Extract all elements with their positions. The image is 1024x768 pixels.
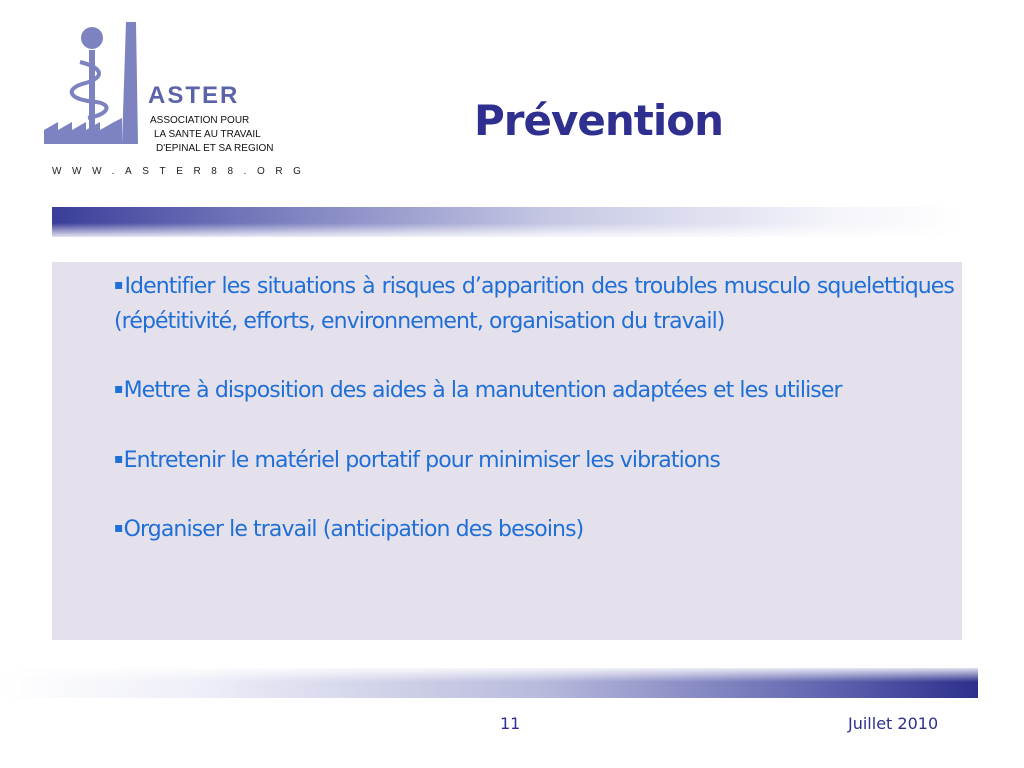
logo-subtitle-line-3: D'EPINAL ET SA REGION	[156, 143, 274, 154]
slide-title: Prévention	[474, 96, 723, 145]
bullet-item	[114, 442, 954, 479]
bullet-text: Mettre à disposition des aides à la manutention adaptées et les utiliser	[123, 378, 842, 403]
page-number: 11	[500, 714, 521, 733]
caduceus-factory-logo-icon	[40, 18, 160, 158]
footer-divider-bar	[0, 668, 978, 698]
bullet-icon: ▪	[114, 450, 123, 467]
logo-subtitle-line-1: ASSOCIATION POUR	[150, 115, 250, 126]
bullet-list	[114, 268, 954, 581]
bullet-text: Organiser le travail (anticipation des besoins)	[123, 517, 584, 542]
aster-logo	[40, 18, 310, 178]
footer-date: Juillet 2010	[848, 714, 939, 733]
bullet-icon: ▪	[114, 277, 124, 293]
bullet-text: Entretenir le matériel portatif pour minimiser les vibrations	[123, 447, 720, 473]
bullet-item	[114, 372, 954, 409]
bullet-icon: ▪	[114, 520, 123, 536]
bullet-icon: ▪	[114, 381, 123, 397]
logo-subtitle-line-2: LA SANTE AU TRAVAIL	[154, 129, 261, 140]
logo-name: ASTER	[148, 82, 240, 109]
bullet-item	[114, 511, 954, 548]
logo-subtitle	[150, 114, 274, 156]
logo-url: WWW.ASTER88.ORG	[52, 166, 312, 177]
bullet-item	[114, 268, 954, 339]
bullet-text: Identifier les situations à risques d’apparition des troubles musculo squelettiques (répétitivité, efforts, environnement, organisation du travail)	[114, 274, 954, 334]
header-divider-bar	[52, 207, 962, 237]
